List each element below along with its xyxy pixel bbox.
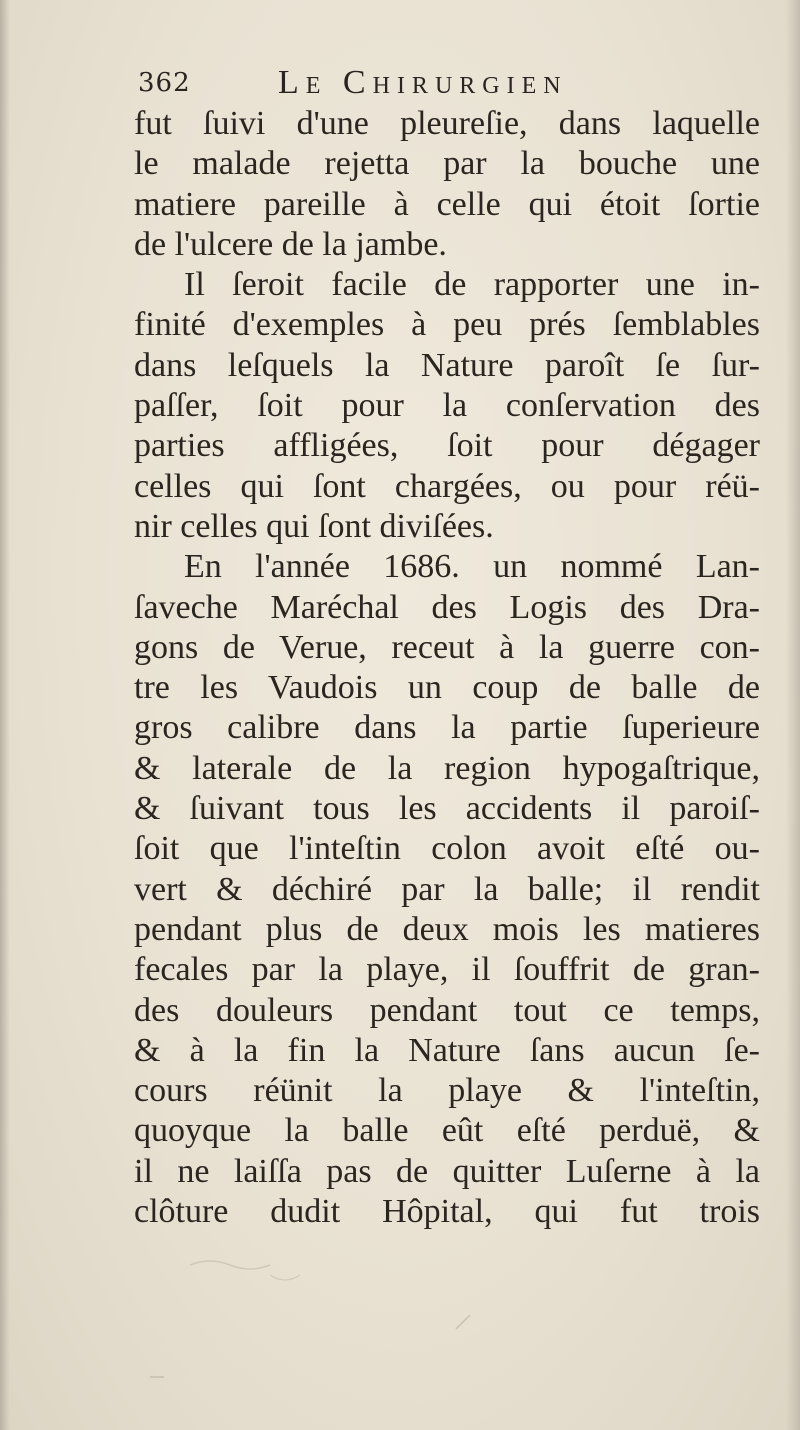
text-line: gros calibre dans la partie ſuperieure bbox=[134, 709, 760, 747]
text-line: le malade rejetta par la bouche une bbox=[134, 145, 760, 183]
text-line: il ne laiſſa pas de quitter Luſerne à la bbox=[134, 1152, 760, 1190]
text-line: Il ſeroit facile de rapporter une in- bbox=[184, 266, 760, 304]
page-number: 362 bbox=[138, 68, 191, 98]
text-line: & à la fin la Nature ſans aucun ſe- bbox=[134, 1031, 760, 1069]
page-header bbox=[138, 60, 758, 110]
text-line: de l'ulcere de la jambe. bbox=[134, 225, 447, 263]
text-line: ſaveche Maréchal des Logis des Dra- bbox=[134, 588, 760, 626]
text-line: des douleurs pendant tout ce temps, bbox=[134, 991, 760, 1029]
text-line: ſoit que l'inteſtin colon avoit eſté ou- bbox=[134, 830, 760, 868]
text-line: nir celles qui ſont diviſées. bbox=[134, 507, 494, 545]
body-text bbox=[134, 104, 760, 1232]
text-line: fecales par la playe, il ſouffrit de gran- bbox=[134, 951, 760, 989]
text-line: & ſuivant tous les accidents il paroiſ- bbox=[134, 790, 760, 828]
text-line: matiere pareille à celle qui étoit ſortie bbox=[134, 185, 760, 223]
text-line: clôture dudit Hôpital, qui fut trois bbox=[134, 1193, 760, 1231]
text-line: & laterale de la region hypogaſtrique, bbox=[134, 749, 760, 787]
text-line: gons de Verue, receut à la guerre con- bbox=[134, 628, 760, 666]
text-line: dans leſquels la Nature paroît ſe ſur- bbox=[134, 346, 760, 384]
text-line: vert & déchiré par la balle; il rendit bbox=[134, 870, 760, 908]
page-right-edge-shadow bbox=[786, 0, 800, 1430]
text-line: fut ſuivi d'une pleureſie, dans laquelle bbox=[134, 105, 760, 142]
text-line: tre les Vaudois un coup de balle de bbox=[134, 669, 760, 707]
text-line: celles qui ſont chargées, ou pour réü- bbox=[134, 467, 760, 505]
text-line: cours réünit la playe & l'inteſtin, bbox=[134, 1072, 760, 1110]
running-title: Le Chirurgien bbox=[278, 64, 568, 101]
faint-show-through-marks bbox=[150, 1235, 480, 1385]
text-line: quoyque la balle eût eſté perduë, & bbox=[134, 1112, 760, 1150]
text-line: En l'année 1686. un nommé Lan- bbox=[184, 548, 760, 586]
text-line: paſſer, ſoit pour la conſervation des bbox=[134, 387, 760, 425]
page-left-edge-shadow bbox=[0, 0, 10, 1430]
text-line: pendant plus de deux mois les matieres bbox=[134, 910, 760, 948]
text-line: finité d'exemples à peu prés ſemblables bbox=[134, 306, 760, 344]
text-line: parties affligées, ſoit pour dégager bbox=[134, 427, 760, 465]
